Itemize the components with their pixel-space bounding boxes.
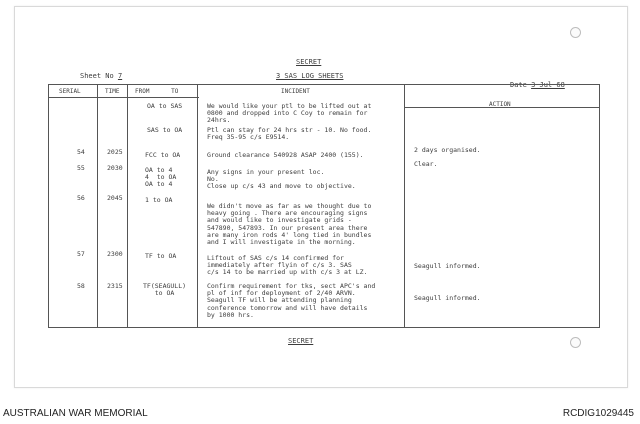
log-table	[48, 84, 600, 328]
row-3-time: 2025	[107, 148, 123, 156]
row-3-serial: 54	[77, 148, 85, 156]
row-2-from-to: SAS to OA	[147, 126, 183, 134]
row-4-action: Clear.	[414, 160, 438, 168]
row-2-incident: Ptl can stay for 24 hrs str - 10. No food. Freq 35-95 c/s E9514.	[207, 126, 372, 142]
row-3-incident: Ground clearance 540928 ASAP 2400 (155).	[207, 151, 364, 159]
col-rule-1	[97, 85, 98, 327]
row-1-incident: We would like your ptl to be lifted out at 0800 and dropped into C Coy to remain for 24hrs.	[207, 102, 372, 125]
date-label: Date	[510, 81, 527, 89]
row-6-action: Seagull informed.	[414, 262, 481, 270]
sheet-number: 7	[117, 72, 123, 80]
row-5-from-to: 1 to OA	[145, 196, 173, 204]
row-1-from-to: OA to SAS	[147, 102, 183, 110]
row-6-time: 2300	[107, 250, 123, 258]
header-action: ACTION	[489, 101, 511, 108]
row-4-time: 2030	[107, 164, 123, 172]
header-rule	[49, 97, 199, 98]
col-rule-4	[404, 85, 405, 327]
row-5-incident: We didn't move as far as we thought due to heavy going . There are encouraging signs and would like to investigate grids - 547890, 547893. In our present area there are many iron rods 4' long tied in bundles and I will investigate in the morning.	[207, 202, 372, 247]
row-6-serial: 57	[77, 250, 85, 258]
punch-hole-bottom	[570, 337, 581, 348]
header-serial: SERIAL	[59, 88, 81, 95]
date-value: 3 Jul 68	[531, 81, 565, 89]
header-time: TIME	[105, 88, 120, 95]
archive-footer	[0, 398, 640, 424]
col-rule-2	[127, 85, 128, 327]
row-7-serial: 58	[77, 282, 85, 290]
row-4-incident: Any signs in your present loc. No. Close up c/s 43 and move to objective.	[207, 168, 356, 191]
sheet-label: Sheet No	[80, 72, 114, 80]
row-4-from-to: OA to 4 4 to OA OA to 4	[145, 166, 177, 189]
header-from-to: FROM TO	[135, 88, 179, 95]
row-3-from-to: FCC to OA	[145, 151, 181, 159]
classification-bottom: SECRET	[288, 337, 314, 345]
footer-institution: AUSTRALIAN WAR MEMORIAL	[3, 408, 148, 419]
row-7-time: 2315	[107, 282, 123, 290]
row-6-from-to: TF to OA	[145, 252, 177, 260]
row-7-action: Seagull informed.	[414, 294, 481, 302]
row-7-from-to: TF(SEAGULL) to OA	[143, 282, 187, 298]
punch-hole-top	[570, 27, 581, 38]
row-5-serial: 56	[77, 194, 85, 202]
row-3-action: 2 days organised.	[414, 146, 481, 154]
row-4-serial: 55	[77, 164, 85, 172]
classification-top: SECRET	[296, 58, 322, 66]
col-rule-3	[197, 85, 198, 327]
header-incident: INCIDENT	[281, 88, 310, 95]
sheet-number-label	[80, 72, 122, 80]
row-6-incident: Liftout of SAS c/s 14 confirmed for immediately after flyin of c/s 3. SAS c/s 14 to be married up with c/s 3 at LZ.	[207, 254, 368, 277]
row-7-incident: Confirm requirement for tks, sect APC's and pl of inf for deployment of 2/40 ARVN. Seagull TF will be attending planning conference tomorrow and will have details by 1000 hrs.	[207, 282, 376, 319]
log-title: 3 SAS LOG SHEETS	[276, 72, 344, 80]
footer-item-id: RCDIG1029445	[562, 408, 634, 419]
row-5-time: 2045	[107, 194, 123, 202]
